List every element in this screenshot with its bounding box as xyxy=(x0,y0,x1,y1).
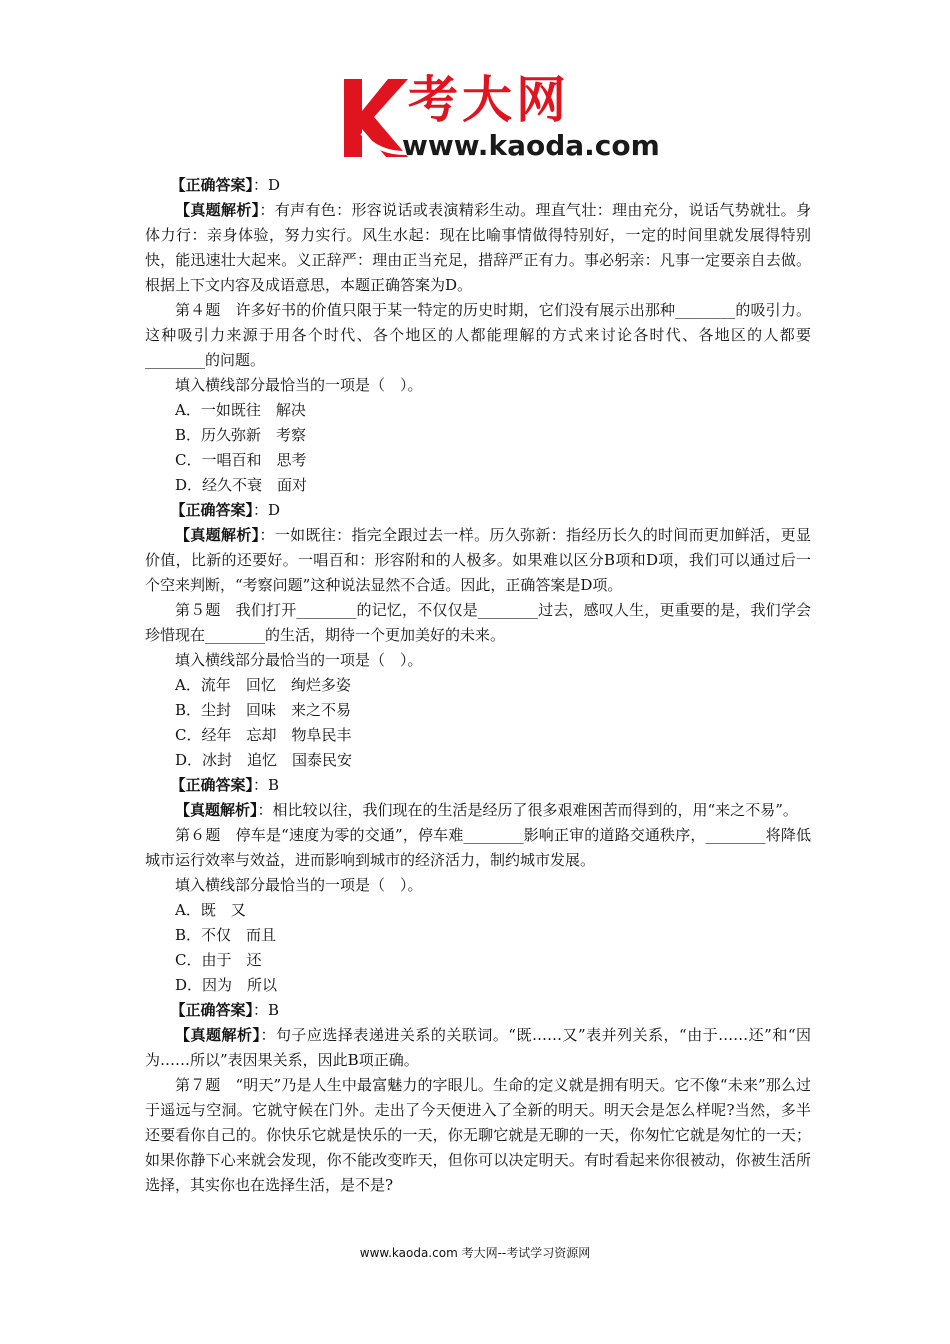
question-text xyxy=(145,873,811,898)
block-text: 第７题 “明天”乃是人生中最富魅力的字眼儿。生命的定义就是拥有明天。它不像“未来”那么过于遥远与空洞。它就守候在门外。走出了今天便进入了全新的明天。明天会是怎么样呢?当然，多半还要看你自己的。你快乐它就是快乐的一天，你无聊它就是无聊的一天，你匆忙它就是匆忙的一天；如果你静下心来就会发现，你不能改变昨天，但你可以决定明天。有时看起来你很被动，你被生活所选择，其实你也在选择生活，是不是? xyxy=(145,1076,811,1194)
block-text: ：相比较以往，我们现在的生活是经历了很多艰难困苦而得到的，用“来之不易”。 xyxy=(257,801,798,819)
label-tag: 【正确答案】 xyxy=(170,176,254,194)
correct-answer xyxy=(145,173,811,198)
correct-answer xyxy=(145,498,811,523)
logo-url: www.kaoda.com xyxy=(402,129,660,162)
block-text: D．冰封 追忆 国泰民安 xyxy=(175,751,353,769)
question-text xyxy=(145,423,811,448)
question-text xyxy=(145,973,811,998)
label-tag: 【正确答案】 xyxy=(170,776,254,794)
question-text xyxy=(145,898,811,923)
question-text xyxy=(145,398,811,423)
block-text: ：D xyxy=(253,501,281,519)
block-text: C．经年 忘却 物阜民丰 xyxy=(175,726,352,744)
label-tag: 【真题解析】 xyxy=(175,201,260,219)
k-letter-logo-mark xyxy=(340,75,410,160)
block-text: C．由于 还 xyxy=(175,951,262,969)
question-text xyxy=(145,923,811,948)
block-text: ：有声有色：形容说话或表演精彩生动。理直气壮：理由充分，说话气势就壮。身体力行：亲身体验，努力实行。风生水起：现在比喻事情做得特别好，一定的时间里就发展得特别快，能迅速壮大起来。义正辞严：理由正当充足，措辞严正有力。事必躬亲：凡事一定要亲自去做。根据上下文内容及成语意思，本题正确答案为D。 xyxy=(145,201,811,294)
question-text xyxy=(145,448,811,473)
block-text: 第６题 停车是“速度为零的交通”，停车难________影响正审的道路交通秩序，________将降低城市运行效率与效益，进而影响到城市的经济活力，制约城市发展。 xyxy=(145,826,811,869)
block-text: A．流年 回忆 绚烂多姿 xyxy=(175,676,351,694)
question-text xyxy=(145,948,811,973)
question-text xyxy=(145,473,811,498)
answer-explanation xyxy=(145,198,811,298)
question-text xyxy=(145,648,811,673)
block-text: D．经久不衰 面对 xyxy=(175,476,308,494)
block-text: 第５题 我们打开________的记忆，不仅仅是________过去，感叹人生，更重要的是，我们学会珍惜现在________的生活，期待一个更加美好的未来。 xyxy=(145,601,811,644)
block-text: 填入横线部分最恰当的一项是（ ）。 xyxy=(175,876,423,894)
label-tag: 【真题解析】 xyxy=(175,526,260,544)
question-text xyxy=(145,748,811,773)
question-text xyxy=(145,598,811,648)
block-text: ：一如既往：指完全跟过去一样。历久弥新：指经历长久的时间而更加鲜活，更显价值，比新的还要好。一唱百和：形容附和的人极多。如果难以区分B项和D项，我们可以通过后一个空来判断，“考察问题”这种说法显然不合适。因此，正确答案是D项。 xyxy=(145,526,811,594)
block-text: 填入横线部分最恰当的一项是（ ）。 xyxy=(175,376,423,394)
question-text xyxy=(145,723,811,748)
question-text xyxy=(145,298,811,373)
block-text: ：句子应选择表递进关系的关联词。“既……又”表并列关系，“由于……还”和“因为……所以”表因果关系，因此B项正确。 xyxy=(145,1026,811,1069)
block-text: ：B xyxy=(253,1001,280,1019)
exam-content xyxy=(145,173,811,1198)
block-text: D．因为 所以 xyxy=(175,976,278,994)
block-text: 第４题 许多好书的价值只限于某一特定的历史时期，它们没有展示出那种________的吸引力。这种吸引力来源于用各个时代、各个地区的人都能理解的方式来讨论各时代、各地区的人都要________的问题。 xyxy=(145,301,811,369)
label-tag: 【正确答案】 xyxy=(170,501,254,519)
correct-answer xyxy=(145,998,811,1023)
block-text: 填入横线部分最恰当的一项是（ ）。 xyxy=(175,651,423,669)
answer-explanation xyxy=(145,1023,811,1073)
logo-title: 考大网 xyxy=(408,71,570,129)
label-tag: 【真题解析】 xyxy=(175,801,258,819)
question-text xyxy=(145,823,811,873)
block-text: C．一唱百和 思考 xyxy=(175,451,307,469)
kaoda-logo[interactable] xyxy=(340,70,660,165)
question-text xyxy=(145,373,811,398)
block-text: ：B xyxy=(253,776,280,794)
block-text: ：D xyxy=(253,176,281,194)
label-tag: 【真题解析】 xyxy=(175,1026,261,1044)
block-text: B．不仅 而且 xyxy=(175,926,277,944)
block-text: A．既 又 xyxy=(175,901,246,919)
page-footer: www.kaoda.com 考大网--考试学习资源网 xyxy=(359,1246,591,1260)
question-text xyxy=(145,1073,811,1198)
label-tag: 【正确答案】 xyxy=(170,1001,254,1019)
block-text: A．一如既往 解决 xyxy=(175,401,306,419)
answer-explanation xyxy=(145,523,811,598)
block-text: B．尘封 回味 来之不易 xyxy=(175,701,352,719)
block-text: B．历久弥新 考察 xyxy=(175,426,307,444)
answer-explanation xyxy=(145,798,811,823)
question-text xyxy=(145,698,811,723)
question-text xyxy=(145,673,811,698)
correct-answer xyxy=(145,773,811,798)
